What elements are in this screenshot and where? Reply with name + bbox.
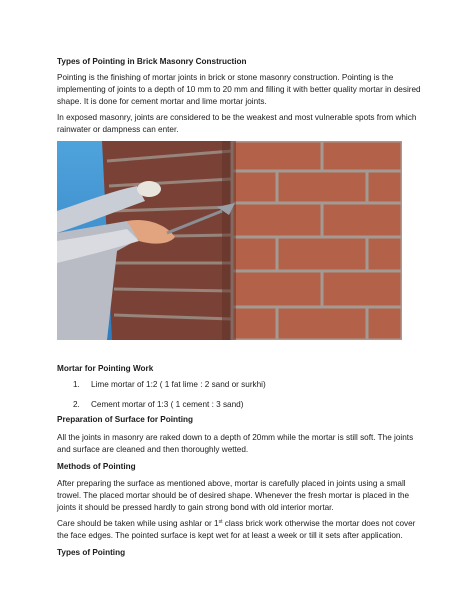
methods-paragraph-1: After preparing the surface as mentioned above, mortar is carefully placed in joints using a small trowel. The placed mortar should be of desired shape. Whenever the fresh mortar is placed in the joints it should be pressed hardly to gain strong bond with old interior mortar. [57, 479, 410, 513]
intro-paragraph-1: Pointing is the finishing of mortar joints in brick or stone masonry construction. Pointing is the implementing of joints to a depth of 10 mm to 20 mm and filling it with better quality mortar in desired shape. It is done for cement mortar and lime mortar joints. [57, 73, 421, 107]
preparation-paragraph: All the joints in masonry are raked down to a depth of 20mm while the mortar is still soft. The joints and surface are cleaned and then thoroughly wetted. [57, 433, 414, 455]
list-item [57, 379, 421, 399]
methods-heading: Methods of Pointing [57, 462, 136, 471]
list-item-number: 1. [73, 380, 80, 389]
methods-p2-text-start: Care should be taken while using ashlar or 1 [57, 519, 219, 528]
list-item-text: Cement mortar of 1:3 ( 1 cement : 3 sand) [91, 400, 244, 409]
methods-paragraph-2 [57, 518, 421, 542]
preparation-heading: Preparation of Surface for Pointing [57, 415, 194, 424]
main-heading: Types of Pointing in Brick Masonry Construction [57, 57, 247, 66]
brick-pointing-photo [57, 141, 402, 340]
intro-paragraph-2: In exposed masonry, joints are considered to be the weakest and most vulnerable spots from which rainwater or dampness can enter. [57, 113, 417, 135]
mortar-list [57, 379, 421, 419]
list-item-number: 2. [73, 400, 80, 409]
list-item-text: Lime mortar of 1:2 ( 1 fat lime : 2 sand or surkhi) [91, 380, 266, 389]
pointing-illustration [57, 141, 402, 340]
methods-p2-text-end: class brick work otherwise the mortar does not cover the face edges. The pointed surface is kept wet for at least a week or till it sets after application. [57, 519, 416, 541]
mortar-heading: Mortar for Pointing Work [57, 364, 154, 373]
types-heading: Types of Pointing [57, 548, 126, 557]
ordinal-superscript: st [218, 519, 223, 525]
